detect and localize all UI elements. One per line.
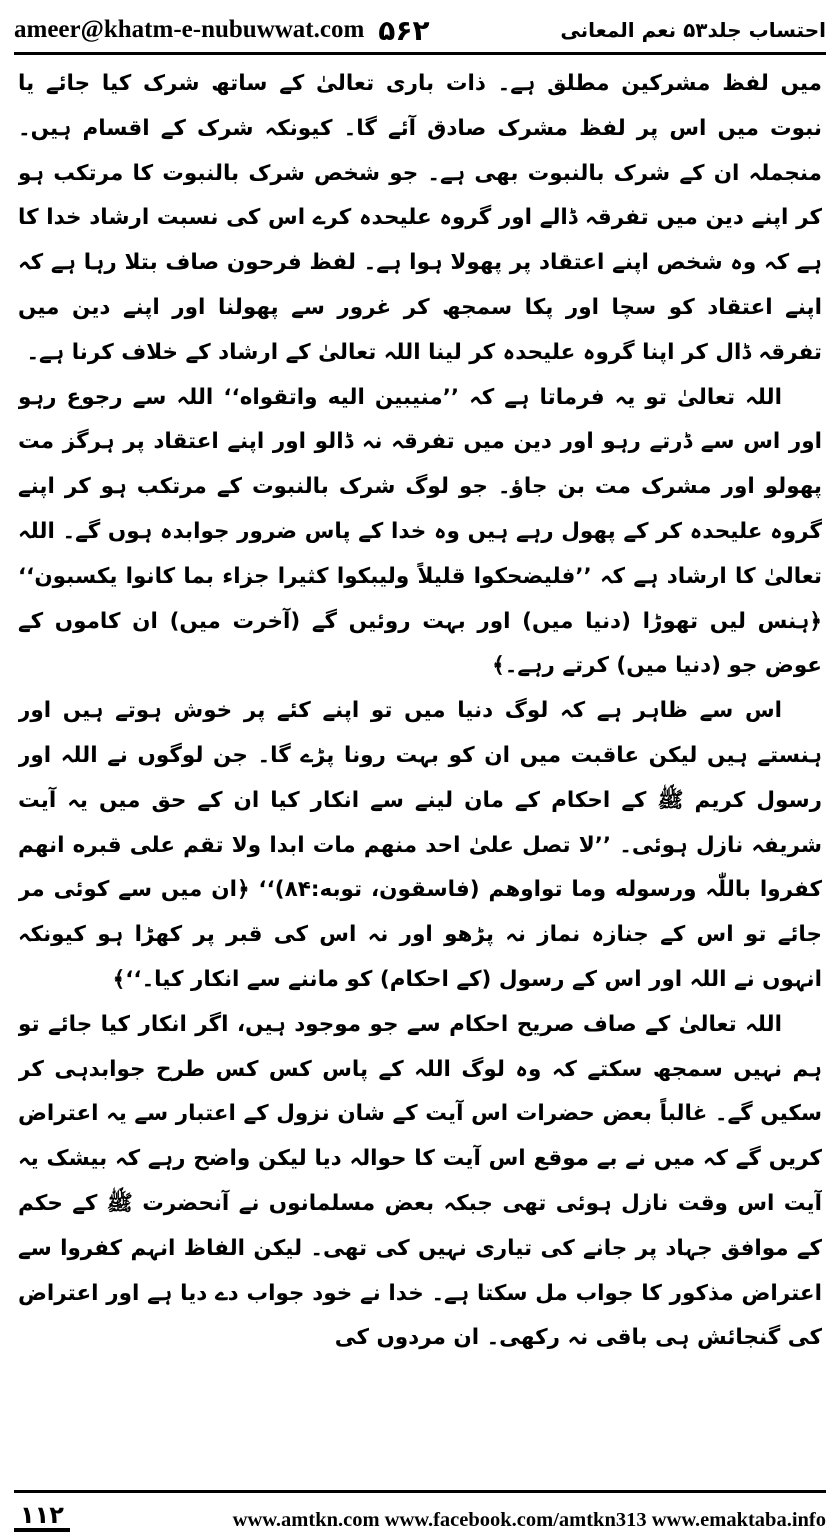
paragraph-1: میں لفظ مشرکین مطلق ہے۔ ذات باری تعالیٰ کے ساتھ شرک کیا جائے یا نبوت میں اس پر لفظ مشرک صادق آئے گا۔ کیونکہ شرک کے اقسام ہیں۔ منجملہ ان کے شرک بالنبوت بھی ہے۔ جو شخص شرک بالنبوت کا مرتکب ہو کر اپنے دین میں تفرقہ ڈالے اور گروہ علیحدہ کرے اس کی نسبت ارشاد خدا کا ہے کہ وہ شخص اپنے اعتقاد پر پھولا ہوا ہے۔ لفظ فرحون صاف بتلا رہا ہے کہ اپنے اعتقاد کو سچا اور پکا سمجھ کر غرور سے پھولنا اور اپنے دین میں تفرقہ ڈال کر اپنا گروہ علیحدہ کر لینا اللہ تعالیٰ کے ارشاد کے خلاف کرنا ہے۔ (18, 71, 822, 365)
page-header (14, 8, 826, 55)
running-title: احتساب جلد۵۳ نعم المعانی (560, 18, 826, 42)
header-left-group (14, 14, 430, 47)
paragraph-4: اللہ تعالیٰ کے صاف صریح احکام سے جو موجود ہیں، اگر انکار کیا جائے تو ہم نہیں سمجھ سکتے کہ وہ لوگ اللہ کے پاس کس کس طرح جوابدہی کر سکیں گے۔ غالباً بعض حضرات اس آیت کے شان نزول کے اعتبار سے یہ اعتراض کریں گے کہ میں نے بے موقع اس آیت کا حوالہ دیا لیکن واضح رہے کہ بیشک یہ آیت اس وقت نازل ہوئی تھی جبکہ بعض مسلمانوں نے آنحضرت ﷺ کے حکم کے موافق جہاد پر جانے کی تیاری نہیں کی تھی۔ لیکن الفاظ انہم کفروا سے اعتراض مذکور کا جواب مل سکتا ہے۔ خدا نے خود جواب دے دیا ہے اور اعتراض کی گنجائش ہی باقی نہ رکھی۔ ان مردوں کی (18, 1011, 822, 1351)
page-footer (14, 1490, 826, 1532)
header-email: ameer@khatm-e-nubuwwat.com (14, 16, 365, 43)
header-page-number: ۵۶۲ (378, 13, 430, 47)
footer-urls: www.amtkn.com www.facebook.com/amtkn313 www.emaktaba.info (232, 1509, 826, 1531)
page-body (18, 62, 822, 1478)
paragraph-2: اللہ تعالیٰ تو یہ فرماتا ہے کہ ’’منیبین الیه واتقواه‘‘ اللہ سے رجوع رہو اور اس سے ڈرتے رہو اور دین میں تفرقہ نہ ڈالو اور اپنے اعتقاد پر ہرگز مت پھولو اور مشرک مت بن جاؤ۔ جو لوگ شرک بالنبوت کے مرتکب ہو کر اپنے گروہ علیحدہ کر کے پھول رہے ہیں وہ خدا کے پاس ضرور جوابدہ ہوں گے۔ اللہ تعالیٰ کا ارشاد ہے کہ ’’فلیضحکوا قلیلاً ولیبکوا کثیرا جزاء بما کانوا یکسبون‘‘ ﴿ہنس لیں تھوڑا (دنیا میں) اور بہت روئیں گے (آخرت میں) ان کاموں کے عوض جو (دنیا میں) کرتے رہے۔﴾ (18, 384, 822, 679)
paragraph-3: اس سے ظاہر ہے کہ لوگ دنیا میں تو اپنے کئے پر خوش ہوتے ہیں اور ہنستے ہیں لیکن عاقبت میں ان کو بہت رونا پڑے گا۔ جن لوگوں نے اللہ اور رسول کریم ﷺ کے احکام کے مان لینے سے انکار کیا ان کے حق میں یہ آیت شریفہ نازل ہوئی۔ ’’لا تصل علیٰ احد منهم مات ابدا ولا تقم علی قبره انهم کفروا باللّٰہ ورسوله وما تواوهم (فاسقون، توبه:۸۴)‘‘ ﴿ان میں سے کوئی مر جائے تو اس کے جنازہ نماز نہ پڑھو اور نہ اس کی قبر پر کھڑا ہو کیونکہ انہوں نے اللہ اور اس کے رسول (کے احکام) کو ماننے سے انکار کیا۔‘‘﴾ (18, 698, 822, 992)
footer-page-number: ۱۱۲ (14, 1502, 70, 1532)
